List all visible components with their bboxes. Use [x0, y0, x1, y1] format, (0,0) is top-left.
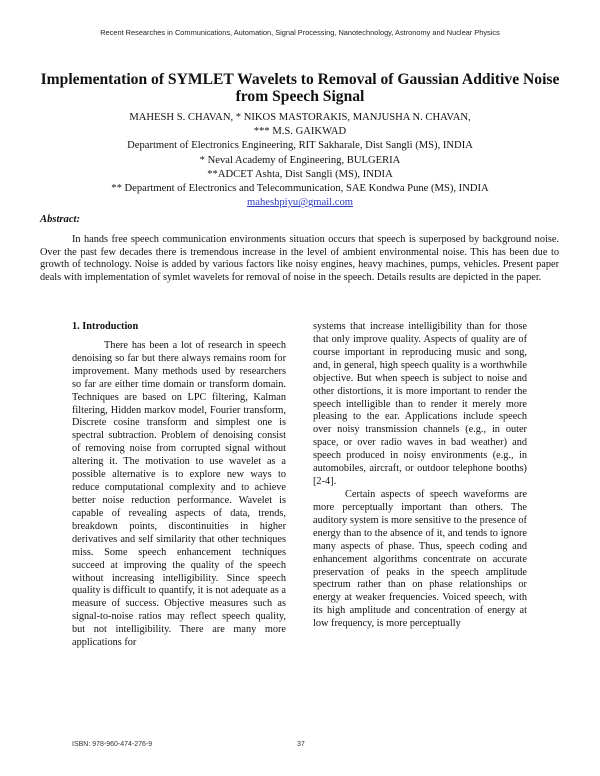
left-column — [72, 321, 286, 650]
abstract-text: In hands free speech communication environments situation occurs that speech is superposed by background noise. Over the past few decades there is tremendous increase in the level of ambient environmental noise. This has been due to growth of technology. Noise is added by various factors like noisy engines, heavy machines, pumps, vehicles. Present paper deals with implementation of symlet wavelets for removal of noise in the speech. Details results are depicted in the paper. — [40, 234, 559, 283]
page-number: 37 — [297, 741, 305, 748]
abstract-heading — [40, 214, 80, 225]
affiliation-1: Department of Electronics Engineering, RIT Sakharale, Dist Sangli (MS), INDIA — [127, 140, 473, 152]
authors-line-1: MAHESH S. CHAVAN, * NIKOS MASTORAKIS, MANJUSHA N. CHAVAN, — [129, 112, 471, 123]
paper-title: Implementation of SYMLET Wavelets to Removal of Gaussian Additive Noise from Speech Signal — [40, 71, 560, 105]
affiliation-3: **ADCET Ashta, Dist Sangli (MS), INDIA — [207, 168, 393, 180]
affiliation-2: * Neval Academy of Engineering, BULGERIA — [199, 154, 401, 166]
authors-line-2: *** M.S. GAIKWAD — [253, 126, 347, 138]
isbn: ISBN: 978-960-474-276-9 — [72, 741, 153, 748]
intro-paragraph-1: There has been a lot of research in speech denoising so far but there always remains room for improvement. Many methods used by researchers so far are either time domain or transform domain. Techniques are based on LPC filtering, Kalman filtering, Hidden markov model, Fourier transform, Discrete cosine transform and simplest one is spectral subtraction. Problem of denoising consist of removing noise from corrupted signal without altering it. The motivation to use wavelet as a possible alternative is to explore new ways to reduce computational complexity and to achieve better noise reduction performance. Wavelet is capable of revealing aspects of data, trends, breakdown points, discontinuities in higher derivatives and self similarity that other techniques miss. Some speech enhancement techniques succeed at improving the quality of the speech without increasing intelligibility. Since speech quality is difficult to quantify, it is not adequate as a measure of success. Objective measures such as signal-to-noise ratios may reflect speech quality, but not intelligibility. There are many more applications for — [72, 339, 286, 649]
abstract-colon: : — [76, 214, 81, 225]
author-block — [40, 111, 560, 210]
intro-paragraph-2: systems that increase intelligibility than for those that only improve quality. Aspects of quality are of course important in reproducing music and song, and, in general, high speech quality is a worthwhile objective. But when speech is subject to noise and other distortions, it is more important to render the speech intelligible than to render it merely more pleasing to the ear. Applications include speech over noisy transmission channels (e.g., in outer space, or over radio waves in bad weather) and speech produced in noisy environments (e.g., in automobiles, aircraft, or outdoor telephone booths)[2-4]. — [313, 321, 527, 488]
affiliation-4: ** Department of Electronics and Telecommunication, SAE Kondwa Pune (MS), INDIA — [111, 183, 489, 195]
intro-paragraph-3: Certain aspects of speech waveforms are more perceptually important than others. The auditory system is more sensitive to the presence of energy than to the absence of it, and tends to ignore many aspects of phase. Thus, speech coding and enhancement algorithms concentrate on accurate preservation of peaks in the speech amplitude spectrum rather than on phase relationships or energy at weaker frequencies. Voiced speech, with its high amplitude and concentration of energy at low frequency, is more perceptually — [313, 488, 527, 630]
section-heading: 1. Introduction — [72, 321, 139, 332]
abstract-label: Abstract — [40, 214, 77, 225]
right-column — [313, 321, 527, 631]
running-head: Recent Researches in Communications, Automation, Signal Processing, Nanotechnology, Astronomy and Nuclear Physics — [100, 28, 500, 37]
email-link[interactable]: maheshpiyu@gmail.com — [247, 197, 353, 209]
